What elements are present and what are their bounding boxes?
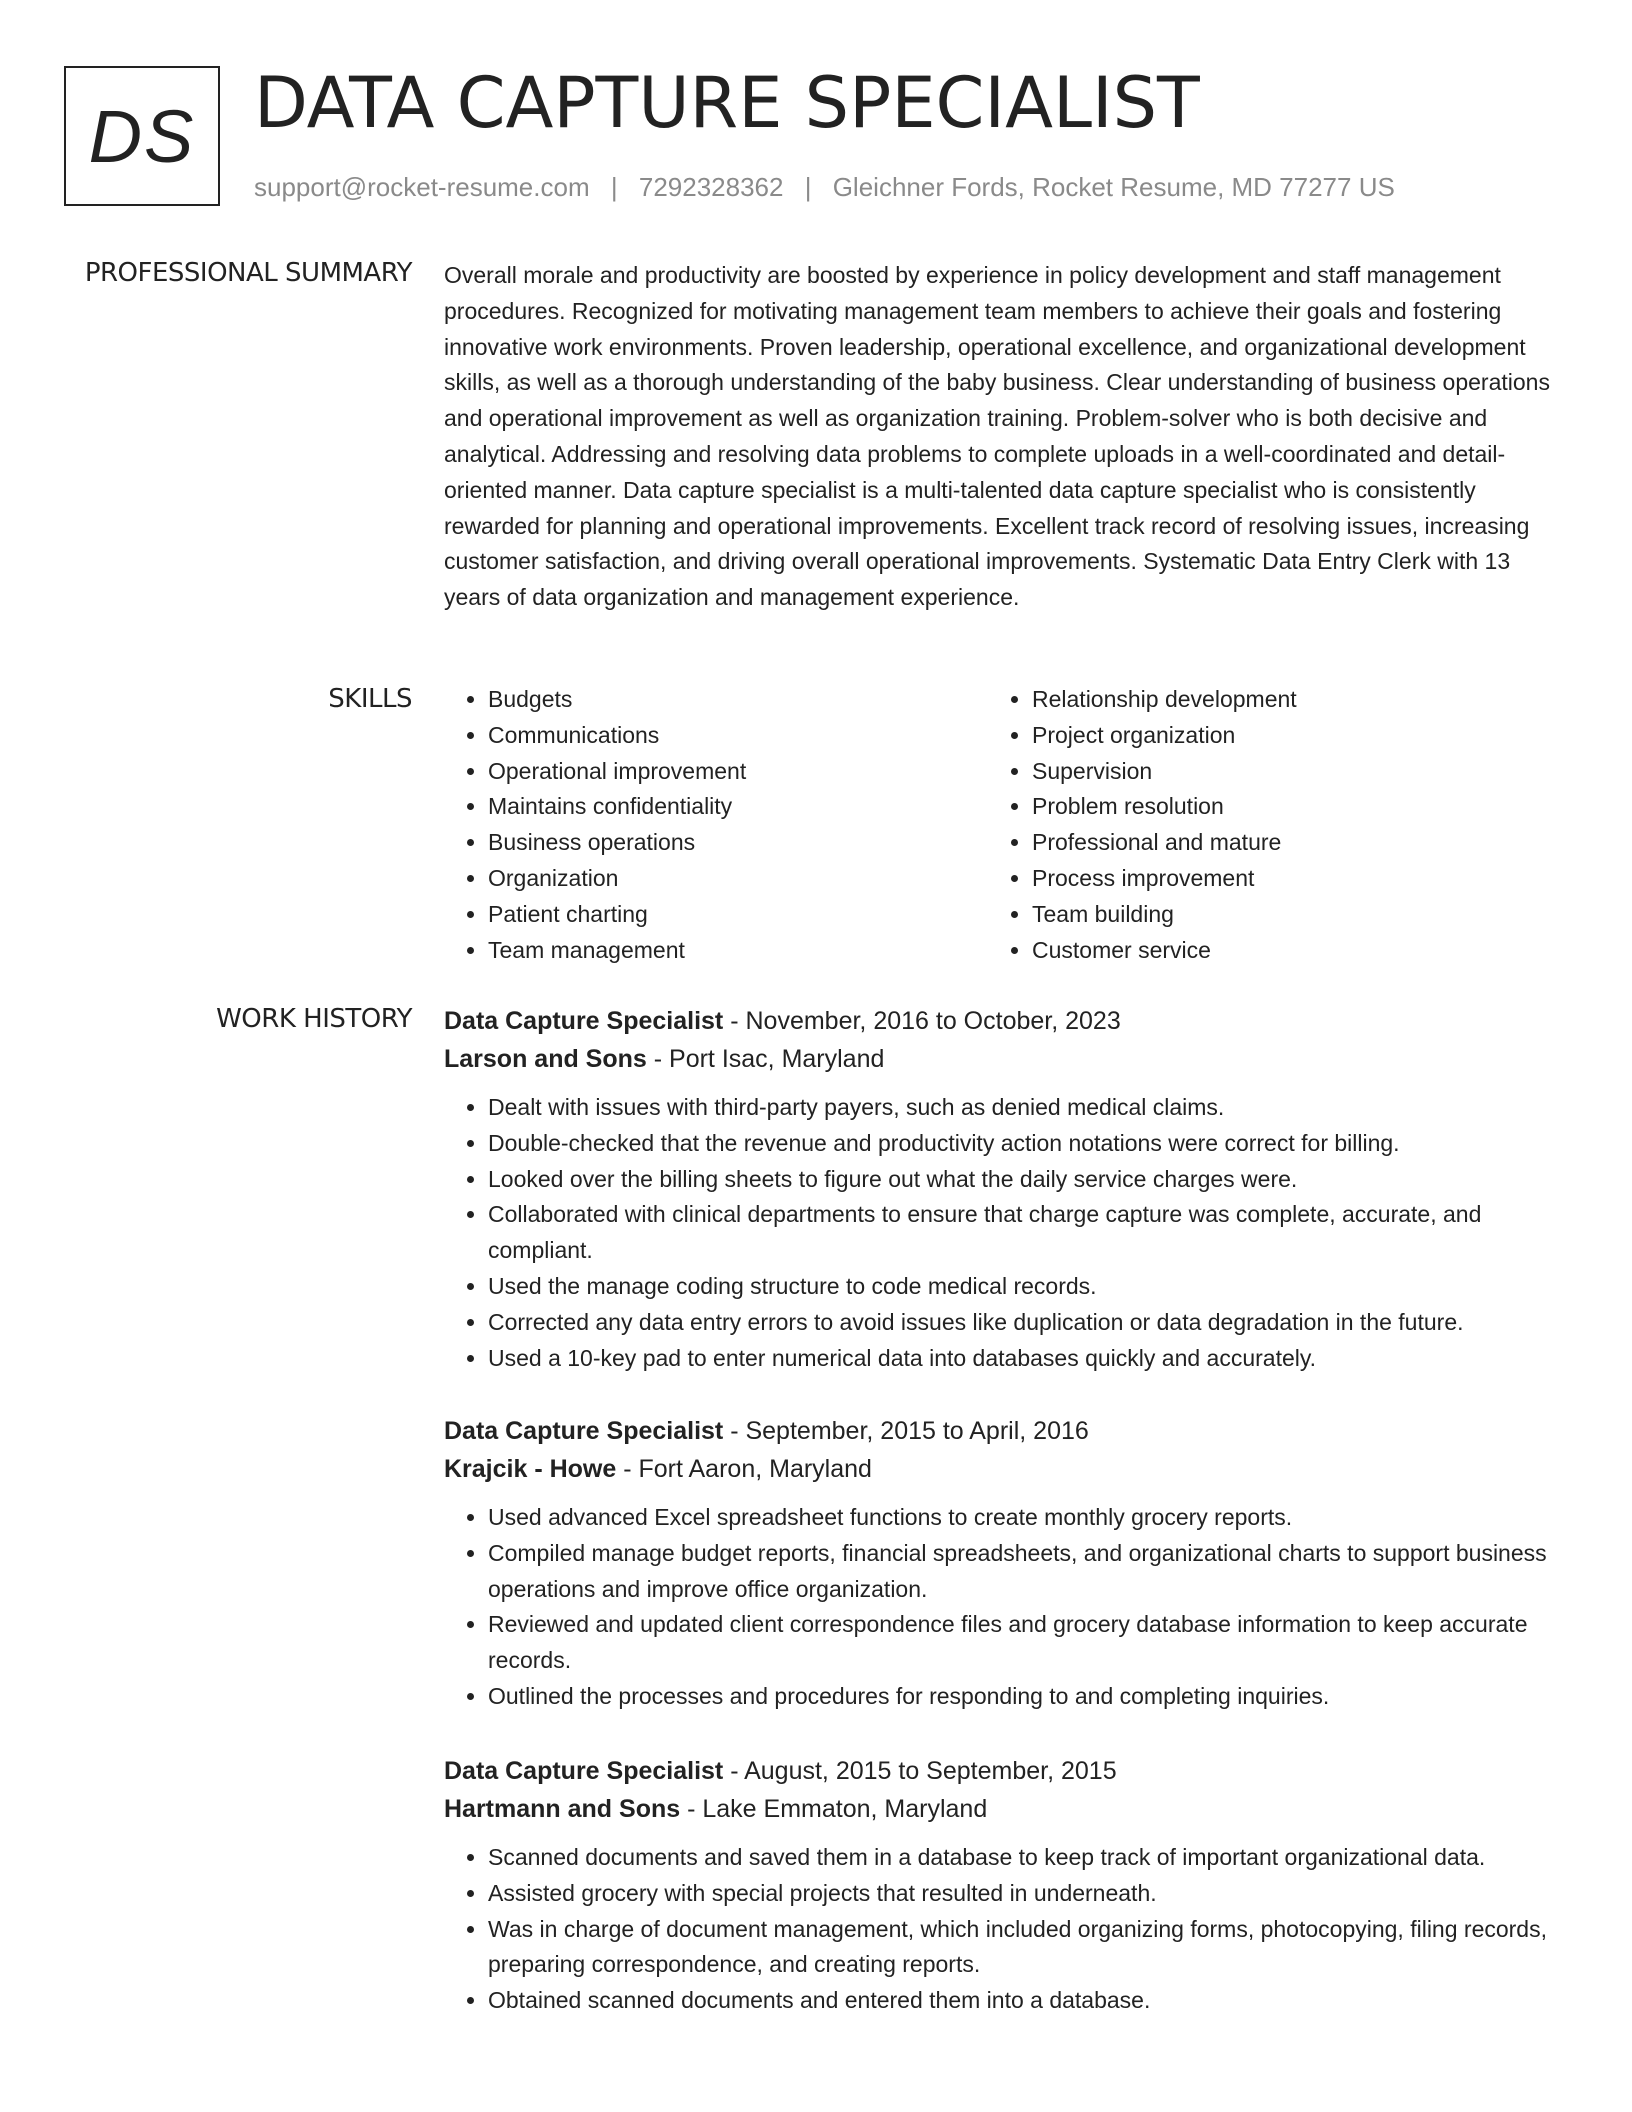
skill-item: • Team management xyxy=(488,933,988,969)
contact-phone: 7292328362 xyxy=(638,172,784,202)
skill-item: • Business operations xyxy=(488,825,988,861)
section-label-summary: PROFESSIONAL SUMMARY xyxy=(84,258,412,288)
job-title-line xyxy=(444,1412,1554,1450)
skill-item: • Customer service xyxy=(1032,933,1532,969)
job-bullet: • Assisted grocery with special projects that resulted in underneath. xyxy=(488,1876,1554,1912)
skills-list-left xyxy=(444,682,988,968)
monogram-box xyxy=(64,66,220,206)
job-bullets xyxy=(444,1840,1554,2019)
monogram-text: DS xyxy=(88,94,196,178)
job-company: Larson and Sons xyxy=(444,1045,647,1073)
job-entry xyxy=(444,1412,1554,1715)
skill-item: • Process improvement xyxy=(1032,861,1532,897)
job-bullet: • Double-checked that the revenue and productivity action notations were correct for billing. xyxy=(488,1126,1554,1162)
skill-item: • Team building xyxy=(1032,897,1532,933)
job-bullet: • Collaborated with clinical departments to ensure that charge capture was complete, accurate, and compliant. xyxy=(488,1197,1554,1269)
skill-item: • Maintains confidentiality xyxy=(488,789,988,825)
skill-item: • Budgets xyxy=(488,682,988,718)
skills-list-right xyxy=(988,682,1532,968)
job-bullet: • Outlined the processes and procedures for responding to and completing inquiries. xyxy=(488,1679,1554,1715)
job-company-line xyxy=(444,1790,1554,1828)
job-bullet: • Was in charge of document management, which included organizing forms, photocopying, filing records, preparing correspondence, and creating reports. xyxy=(488,1912,1554,1984)
job-dates: - August, 2015 to September, 2015 xyxy=(723,1757,1117,1785)
job-title: Data Capture Specialist xyxy=(444,1757,724,1785)
job-location: - Port Isac, Maryland xyxy=(646,1045,885,1073)
summary-section xyxy=(444,258,1554,616)
section-label-work: WORK HISTORY xyxy=(216,1004,412,1034)
job-title: Data Capture Specialist xyxy=(444,1007,724,1035)
job-location: - Fort Aaron, Maryland xyxy=(616,1455,872,1483)
job-bullet: • Used a 10-key pad to enter numerical data into databases quickly and accurately. xyxy=(488,1341,1554,1377)
job-bullet: • Dealt with issues with third-party payers, such as denied medical claims. xyxy=(488,1090,1554,1126)
skill-item: • Organization xyxy=(488,861,988,897)
job-bullets xyxy=(444,1500,1554,1715)
job-bullet: • Used the manage coding structure to code medical records. xyxy=(488,1269,1554,1305)
job-company: Krajcik - Howe xyxy=(444,1455,617,1483)
skill-item: • Relationship development xyxy=(1032,682,1532,718)
job-title-line xyxy=(444,1752,1554,1790)
job-bullet: • Compiled manage budget reports, financial spreadsheets, and organizational charts to support business operations and improve office organization. xyxy=(488,1536,1554,1608)
skill-item: • Supervision xyxy=(1032,754,1532,790)
job-company-line xyxy=(444,1040,1554,1078)
job-bullet: • Looked over the billing sheets to figure out what the daily service charges were. xyxy=(488,1162,1554,1198)
contact-address: Gleichner Fords, Rocket Resume, MD 77277 US xyxy=(832,172,1395,202)
job-bullet: • Used advanced Excel spreadsheet functions to create monthly grocery reports. xyxy=(488,1500,1554,1536)
job-bullet: • Corrected any data entry errors to avoid issues like duplication or data degradation in the future. xyxy=(488,1305,1554,1341)
skill-item: • Operational improvement xyxy=(488,754,988,790)
job-location: - Lake Emmaton, Maryland xyxy=(680,1795,988,1823)
job-bullets xyxy=(444,1090,1554,1376)
job-company-line xyxy=(444,1450,1554,1488)
skill-item: • Problem resolution xyxy=(1032,789,1532,825)
summary-paragraph: Overall morale and productivity are boosted by experience in policy development and staff management procedures. Recognized for motivating management team members to achieve their goals and fostering innovative work environments. Proven leadership, operational excellence, and organizational development skills, as well as a thorough understanding of the baby business. Clear understanding of business operations and operational improvement as well as organization training. Problem-solver who is both decisive and analytical. Addressing and resolving data problems to complete uploads in a well-coordinated and detail-oriented manner. Data capture specialist is a multi-talented data capture specialist who is consistently rewarded for planning and operational improvements. Excellent track record of resolving issues, increasing customer satisfaction, and driving overall operational improvements. Systematic Data Entry Clerk with 13 years of data organization and management experience. xyxy=(444,262,1550,611)
contact-separator: | xyxy=(610,172,618,202)
skill-item: • Communications xyxy=(488,718,988,754)
job-company: Hartmann and Sons xyxy=(444,1795,681,1823)
job-bullet: • Reviewed and updated client correspondence files and grocery database information to keep accurate records. xyxy=(488,1607,1554,1679)
job-entry xyxy=(444,1002,1554,1376)
job-title-line xyxy=(444,1002,1554,1040)
candidate-title: DATA CAPTURE SPECIALIST xyxy=(254,62,1200,144)
skills-section xyxy=(444,682,1554,968)
skill-item: • Patient charting xyxy=(488,897,988,933)
section-label-skills: SKILLS xyxy=(328,684,412,714)
job-title: Data Capture Specialist xyxy=(444,1417,724,1445)
contact-email: support@rocket-resume.com xyxy=(254,172,590,202)
contact-line xyxy=(254,172,1395,203)
skill-item: • Professional and mature xyxy=(1032,825,1532,861)
skill-item: • Project organization xyxy=(1032,718,1532,754)
contact-separator: | xyxy=(804,172,812,202)
job-dates: - November, 2016 to October, 2023 xyxy=(723,1007,1121,1035)
job-bullet: • Obtained scanned documents and entered them into a database. xyxy=(488,1983,1554,2019)
job-entry xyxy=(444,1752,1554,2019)
job-dates: - September, 2015 to April, 2016 xyxy=(723,1417,1089,1445)
job-bullet: • Scanned documents and saved them in a database to keep track of important organizational data. xyxy=(488,1840,1554,1876)
